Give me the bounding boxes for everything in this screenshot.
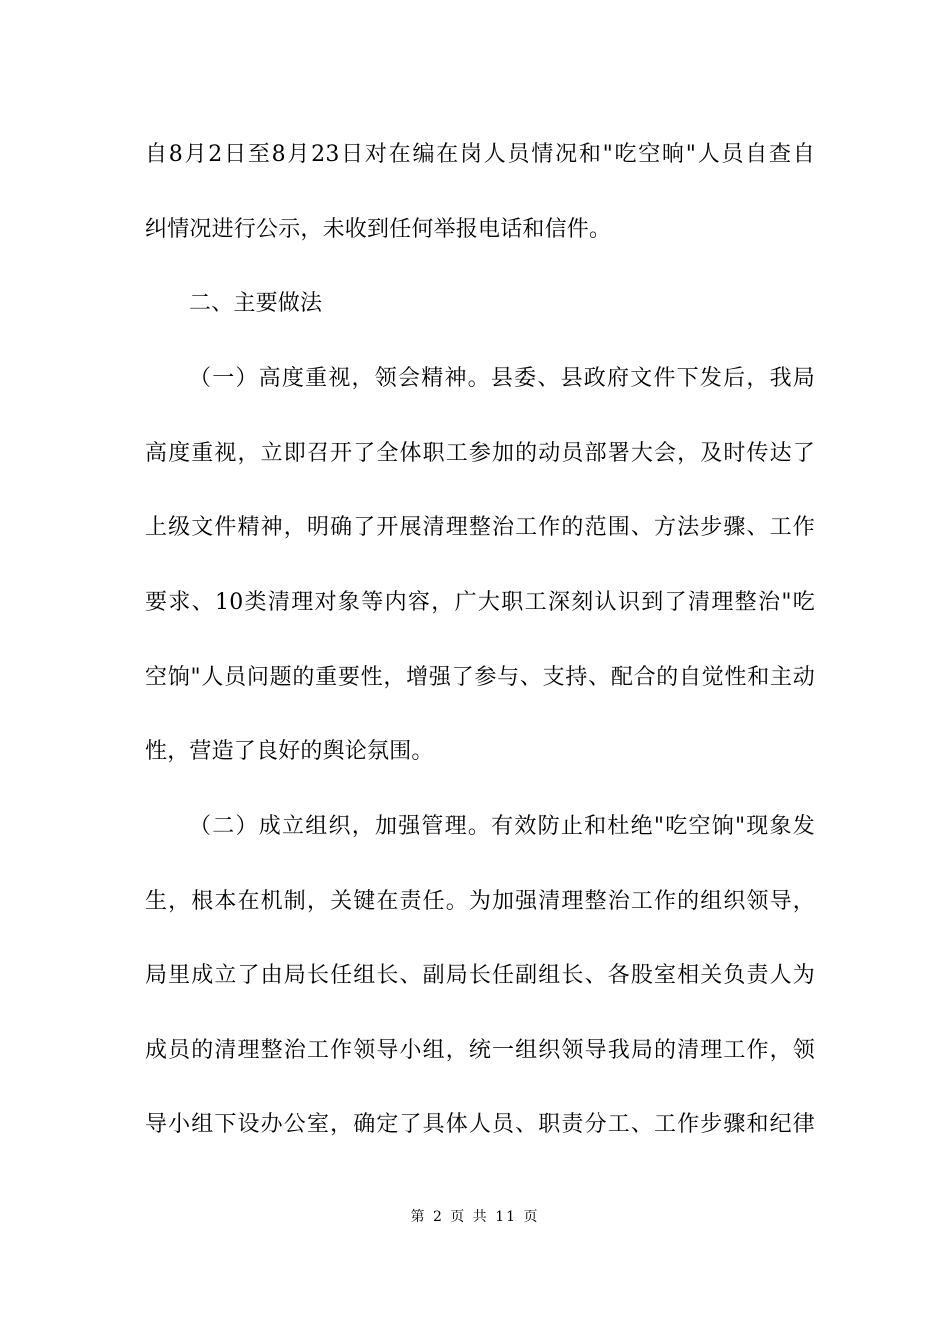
paragraph-line-9: 性，营造了良好的舆论氛围。 xyxy=(145,739,434,764)
section-heading: 二、主要做法 xyxy=(189,291,323,316)
page-number-footer: 第 2 页 共 11 页 xyxy=(410,1209,540,1225)
paragraph-line-6: 上级文件精神，明确了开展清理整治工作的范围、方法步骤、工作 xyxy=(145,515,815,540)
paragraph-line-4: （一）高度重视，领会精神。县委、县政府文件下发后，我局 xyxy=(189,366,815,391)
paragraph-line-14: 导小组下设办公室，确定了具体人员、职责分工、工作步骤和纪律 xyxy=(145,1112,815,1137)
paragraph-line-1: 自8月2日至8月23日对在编在岗人员情况和"吃空晌"人员自查自 xyxy=(145,142,815,167)
paragraph-line-11: 生，根本在机制，关键在责任。为加强清理整治工作的组织领导， xyxy=(145,889,815,914)
paragraph-line-7: 要求、10类清理对象等内容，广大职工深刻认识到了清理整治"吃 xyxy=(145,590,815,615)
paragraph-line-10: （二）成立组织，加强管理。有效防止和杜绝"吃空饷"现象发 xyxy=(189,814,815,839)
paragraph-line-5: 高度重视，立即召开了全体职工参加的动员部署大会，及时传达了 xyxy=(145,441,815,466)
paragraph-line-2: 纠情况进行公示，未收到任何举报电话和信件。 xyxy=(145,217,612,242)
paragraph-line-8: 空饷"人员问题的重要性，增强了参与、支持、配合的自觉性和主动 xyxy=(145,665,815,690)
paragraph-line-12: 局里成立了由局长任组长、副局长任副组长、各股室相关负责人为 xyxy=(145,963,815,988)
paragraph-line-13: 成员的清理整治工作领导小组，统一组织领导我局的清理工作，领 xyxy=(145,1038,815,1063)
